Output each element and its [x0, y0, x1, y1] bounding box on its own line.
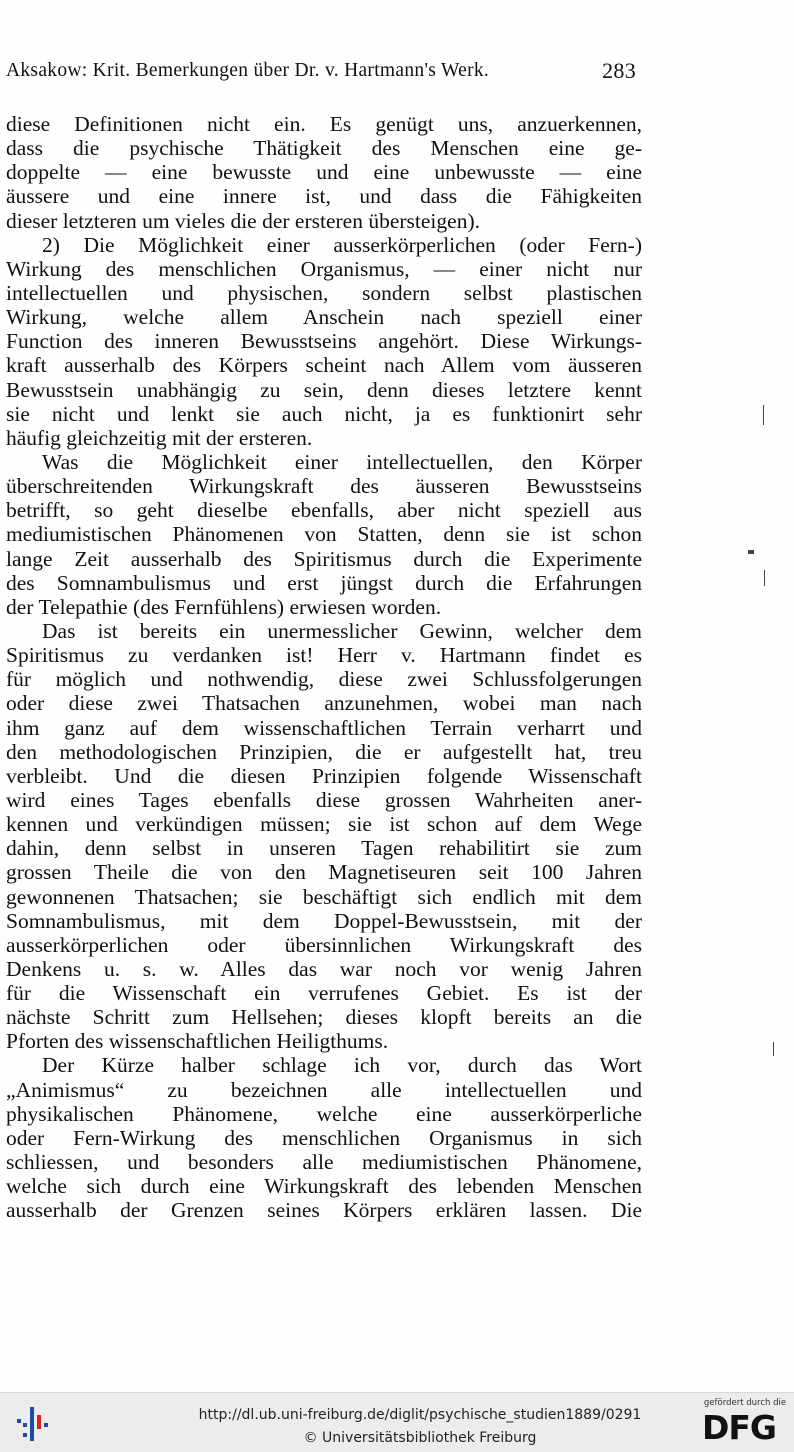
text-line: dahin, denn selbst in unseren Tagen rehabilitirt sie zum	[6, 836, 642, 861]
library-logo-icon	[14, 1405, 52, 1443]
text-line: grossen Theile die von den Magnetiseuren seit 100 Jahren	[6, 860, 642, 885]
text-line: des Somnambulismus und erst jüngst durch die Erfahrungen	[6, 570, 642, 595]
text-line: für möglich und nothwendig, diese zwei Schlussfolgerungen	[6, 667, 642, 692]
footer-bar	[0, 1392, 794, 1452]
text-line: Wirkung des menschlichen Organismus, — einer nicht nur	[6, 256, 642, 281]
text-line: den methodologischen Prinzipien, die er aufgestellt hat, treu	[6, 739, 642, 764]
text-line: Denkens u. s. w. Alles das war noch vor wenig Jahren	[6, 956, 642, 981]
body-text	[6, 112, 642, 1222]
text-line: physikalischen Phänomene, welche eine ausserkörperliche	[6, 1101, 642, 1126]
text-line: Wirkung, welche allem Anschein nach speziell einer	[6, 305, 642, 330]
text-line: gewonnenen Thatsachen; sie beschäftigt sich endlich mit dem	[6, 884, 642, 909]
text-line: „Animismus“ zu bezeichnen alle intellectuellen und	[6, 1077, 642, 1102]
text-line: betrifft, so geht dieselbe ebenfalls, aber nicht speziell aus	[6, 498, 642, 523]
margin-mark	[748, 550, 754, 554]
text-line: Somnambulismus, mit dem Doppel-Bewusstsein, mit der	[6, 908, 642, 933]
text-line: lange Zeit ausserhalb des Spiritismus durch die Experimente	[6, 546, 642, 571]
margin-mark	[773, 1042, 774, 1056]
text-line: Bewusstsein unabhängig zu sein, denn dieses letztere kennt	[6, 377, 642, 402]
text-line: doppelte — eine bewusste und eine unbewusste — eine	[6, 160, 642, 185]
text-line: Das ist bereits ein unermesslicher Gewinn, welcher dem	[42, 618, 642, 643]
text-line: 2) Die Möglichkeit einer ausserkörperlichen (oder Fern-)	[42, 232, 642, 257]
copyright-notice: © Universitätsbibliothek Freiburg	[303, 1430, 537, 1446]
text-line: kennen und verkündigen müssen; sie ist schon auf dem Wege	[6, 812, 642, 837]
text-line: mediumistischen Phänomenen von Statten, denn sie ist schon	[6, 522, 642, 547]
text-line: Function des inneren Bewusstseins angehört. Diese Wirkungs-	[6, 329, 642, 354]
source-url[interactable]: http://dl.ub.uni-freiburg.de/diglit/psychische_studien1889/0291	[198, 1407, 642, 1423]
running-header	[6, 60, 636, 90]
text-line: schliessen, und besonders alle mediumistischen Phänomene,	[6, 1150, 642, 1175]
text-line: Der Kürze halber schlage ich vor, durch das Wort	[42, 1053, 642, 1078]
funder-caption: gefördert durch die	[703, 1398, 787, 1408]
text-line: sie nicht und lenkt sie auch nicht, ja es funktionirt sehr	[6, 401, 642, 426]
running-title: Aksakow: Krit. Bemerkungen über Dr. v. Hartmann's Werk.	[6, 60, 490, 81]
text-line: äussere und eine innere ist, und dass die Fähigkeiten	[6, 184, 642, 209]
margin-mark	[764, 570, 765, 586]
page-number: 283	[602, 58, 636, 83]
text-line: überschreitenden Wirkungskraft des äusseren Bewusstseins	[6, 474, 642, 499]
text-line: Spiritismus zu verdanken ist! Herr v. Hartmann findet es	[6, 643, 642, 668]
text-line: ausserkörperlichen oder übersinnlichen Wirkungskraft des	[6, 932, 642, 957]
text-line: intellectuellen und physischen, sondern selbst plastischen	[6, 280, 642, 305]
text-line: dass die psychische Thätigkeit des Menschen eine ge-	[6, 136, 642, 161]
text-line: kraft ausserhalb des Körpers scheint nach Allem vom äusseren	[6, 353, 642, 378]
text-line: der Telepathie (des Fernfühlens) erwiesen worden.	[6, 594, 442, 619]
dfg-logo	[700, 1397, 790, 1449]
text-line: häufig gleichzeitig mit der ersteren.	[6, 425, 313, 450]
dfg-wordmark: DFG	[702, 1408, 777, 1447]
margin-mark	[763, 405, 764, 425]
text-line: ihm ganz auf dem wissenschaftlichen Terrain verharrt und	[6, 715, 642, 740]
text-line: oder diese zwei Thatsachen anzunehmen, wobei man nach	[6, 691, 642, 716]
text-line: verbleibt. Und die diesen Prinzipien folgende Wissenschaft	[6, 763, 642, 788]
text-line: welche sich durch eine Wirkungskraft des lebenden Menschen	[6, 1174, 642, 1199]
text-line: für die Wissenschaft ein verrufenes Gebiet. Es ist der	[6, 981, 642, 1006]
text-line: oder Fern-Wirkung des menschlichen Organismus in sich	[6, 1125, 642, 1150]
text-line: diese Definitionen nicht ein. Es genügt uns, anzuerkennen,	[6, 112, 642, 136]
text-line: Pforten des wissenschaftlichen Heiligthums.	[6, 1029, 389, 1054]
text-line: dieser letzteren um vieles die der ersteren übersteigen).	[6, 208, 480, 233]
text-line: wird eines Tages ebenfalls diese grossen Wahrheiten aner-	[6, 787, 642, 812]
text-line: ausserhalb der Grenzen seines Körpers erklären lassen. Die	[6, 1198, 642, 1223]
text-line: Was die Möglichkeit einer intellectuellen, den Körper	[42, 449, 642, 474]
text-line: nächste Schritt zum Hellsehen; dieses klopft bereits an die	[6, 1005, 642, 1030]
